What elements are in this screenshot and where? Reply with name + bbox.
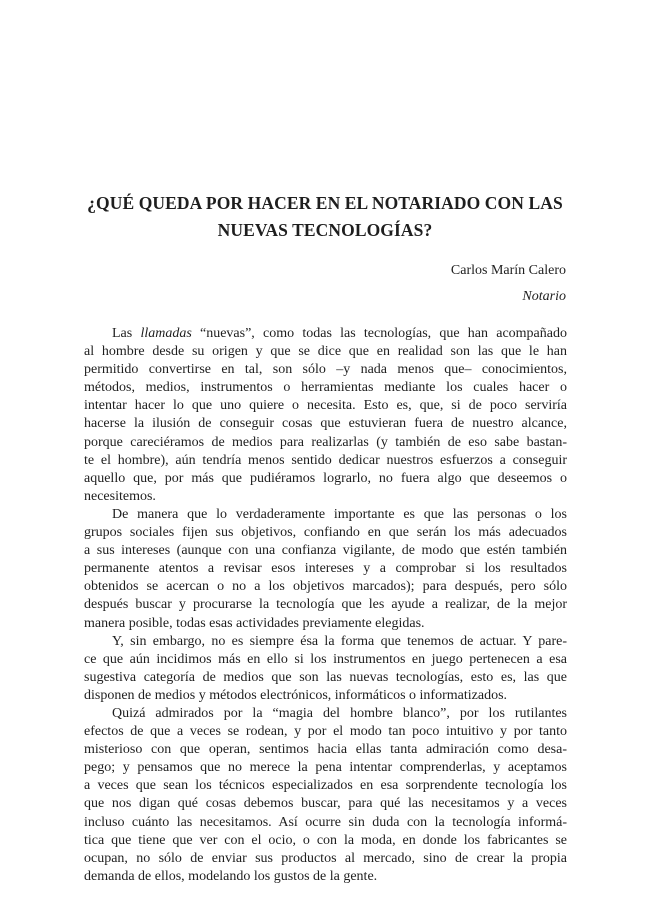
text-line: a veces que sean los técnicos especializados en esa sorprendente tecnología los xyxy=(84,778,567,794)
article-body xyxy=(84,325,567,886)
article-title xyxy=(60,190,590,244)
text-line: te el hombre), aún tendría menos sentido dedicar nuestros esfuerzos a conseguir xyxy=(84,452,567,468)
emphasis-text: llamadas xyxy=(140,326,192,341)
text-line: necesitemos. xyxy=(84,488,156,504)
paragraph xyxy=(84,633,567,705)
text-line: ce que aún incidimos más en ello si los instrumentos en juego pertenecen a esa xyxy=(84,651,567,667)
text-line: manera posible, todas esas actividades previamente elegidas. xyxy=(84,615,425,631)
text-line: que nos digan qué cosas debemos buscar, para qué las necesitamos y a veces xyxy=(84,796,567,812)
title-line: NUEVAS TECNOLOGÍAS? xyxy=(217,220,433,240)
text-line: misterioso con que operan, sentimos hacia ellas tanta admiración como desa- xyxy=(84,742,567,758)
text-line: De manera que lo verdaderamente importante es que las personas o los xyxy=(112,506,567,522)
author-role: Notario xyxy=(522,289,566,304)
text-line: permanente atentos a revisar esos intereses y a comprobar si los resultados xyxy=(84,561,567,577)
author-name: Carlos Marín Calero xyxy=(450,263,566,278)
text-span: “nuevas”, como todas las tecnologías, que han acompañado xyxy=(191,326,567,341)
text-line: incluso cuánto las necesitamos. Así ocurre sin duda con la tecnología informá- xyxy=(84,814,567,830)
text-line: porque careciéramos de medios para realizarlas (y también de eso sabe bastan- xyxy=(84,434,567,450)
paragraph xyxy=(84,705,567,886)
text-line: hacerse la ilusión de conseguir cosas que estuvieran fuera de nuestro alcance, xyxy=(84,416,567,432)
text-line: intentar hacer lo que uno quiere o necesita. Esto es, que, si de poco serviría xyxy=(84,398,567,414)
text-line: al hombre desde su origen y que se dice que en realidad son las que le han xyxy=(84,344,567,360)
paragraph xyxy=(84,506,567,633)
text-line: a sus intereses (aunque con una confianza vigilante, de modo que estén también xyxy=(84,543,567,559)
text-line: Y, sin embargo, no es siempre ésa la forma que tenemos de actuar. Y pare- xyxy=(112,633,567,649)
paragraph xyxy=(84,325,567,506)
text-line: disponen de medios y métodos electrónicos, informáticos o informatizados. xyxy=(84,687,508,703)
text-span: Las xyxy=(112,326,141,341)
title-line: ¿QUÉ QUEDA POR HACER EN EL NOTARIADO CON LAS xyxy=(87,193,563,213)
text-line: sugestiva categoría de medios que son las nuevas tecnologías, esto es, las que xyxy=(84,669,567,685)
text-line: tica que tiene que ver con el ocio, o con la moda, en donde los fabricantes se xyxy=(84,832,567,848)
text-line: demanda de ellos, modelando los gustos de la gente. xyxy=(84,868,378,884)
text-line: después buscar y procurarse la tecnología que les ayude a realizar, de la mejor xyxy=(84,597,567,613)
text-line xyxy=(84,325,567,343)
text-line: pego; y pensamos que no merece la pena intentar comprenderlas, y aceptamos xyxy=(84,760,567,776)
text-line: efectos de que a veces se rodean, y por el modo tan poco intuitivo y por tanto xyxy=(84,724,567,740)
text-line: métodos, medios, instrumentos o herramientas mediante los cuales hacer o xyxy=(84,380,567,396)
text-line: ocupan, no sólo de enviar sus productos al mercado, sino de crear la propia xyxy=(84,850,567,866)
text-line: obtenidos se acercan o no a los objetivos marcados); para después, pero sólo xyxy=(84,579,567,595)
text-line: permitido convertirse en tal, son sólo –y nada menos que– conocimientos, xyxy=(84,362,567,378)
text-line: grupos sociales fijen sus objetivos, confiando en que serán los más adecuados xyxy=(84,525,567,541)
text-line: Quizá admirados por la “magia del hombre blanco”, por los rutilantes xyxy=(112,705,567,721)
text-line: aquello que, por más que pudiéramos lograrlo, no fuera algo que deseemos o xyxy=(84,470,567,486)
